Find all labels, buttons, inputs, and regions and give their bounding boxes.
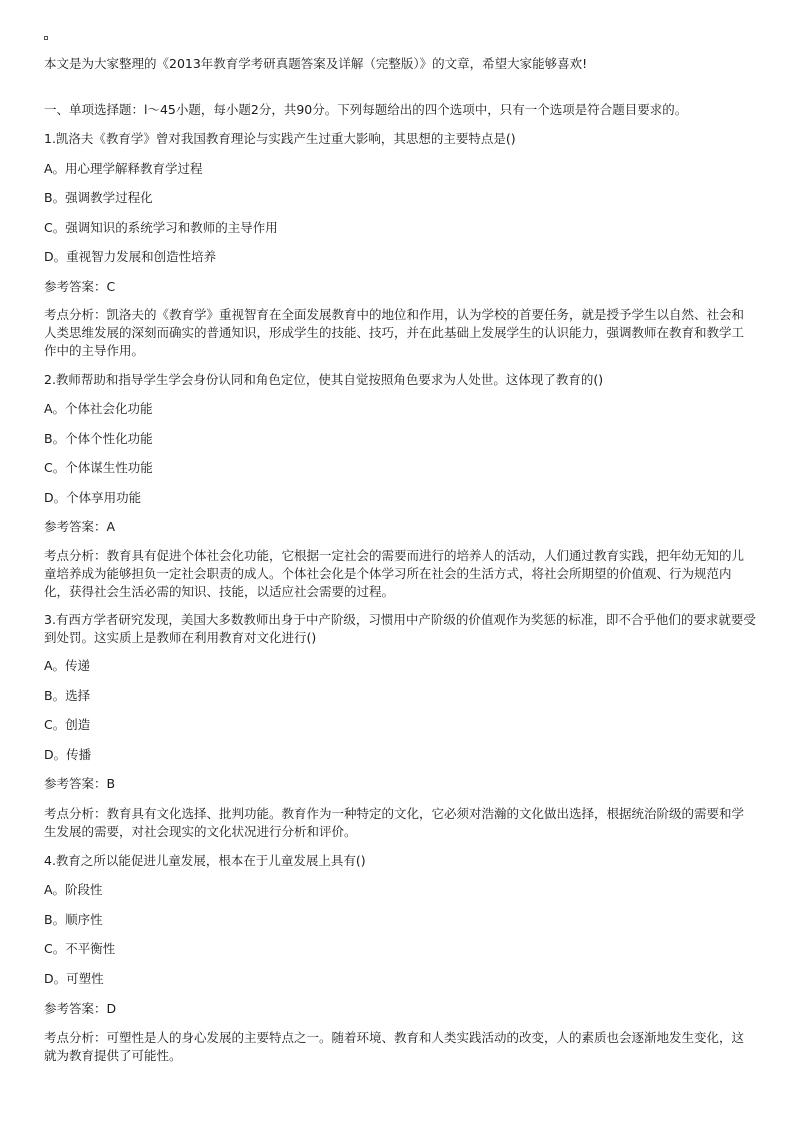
- answer: 参考答案：B: [44, 776, 116, 791]
- option: D。传播: [44, 747, 92, 762]
- question-stem: 3.有西方学者研究发现，美国大多数教师出身于中产阶级，习惯用中产阶级的价值观作为奖惩的标准，即不合乎他们的要求就要受到处罚。这实质上是教师在利用教育对文化进行(): [44, 612, 756, 645]
- option: C。个体谋生性功能: [44, 460, 153, 475]
- option: B。顺序性: [44, 912, 103, 927]
- analysis: 考点分析：教育具有促进个体社会化功能，它根据一定社会的需要而进行的培养人的活动，人们通过教育实践，把年幼无知的儿童培养成为能够担负一定社会职责的成人。个体社会化是个体学习所在社会的生活方式，将社会所期望的价值观、行为规范内化，获得社会生活必需的知识、技能，以适应社会需要的过程。: [44, 548, 745, 599]
- option: D。可塑性: [44, 971, 104, 986]
- option: B。个体个性化功能: [44, 431, 153, 446]
- option: B。选择: [44, 688, 91, 703]
- question-stem: 1.凯洛夫《教育学》曾对我国教育理论与实践产生过重大影响，其思想的主要特点是(): [44, 131, 516, 146]
- analysis: 考点分析：教育具有文化选择、批判功能。教育作为一种特定的文化，它必须对浩瀚的文化做出选择，根据统治阶级的需要和学生发展的需要，对社会现实的文化状况进行分析和评价。: [44, 806, 745, 839]
- option: C。不平衡性: [44, 941, 116, 956]
- option: B。强调教学过程化: [44, 190, 153, 205]
- option: A。个体社会化功能: [44, 401, 153, 416]
- option: A。传递: [44, 658, 91, 673]
- option: D。重视智力发展和创造性培养: [44, 249, 217, 264]
- option: C。强调知识的系统学习和教师的主导作用: [44, 220, 278, 235]
- bullet-marker: [44, 36, 48, 40]
- question-stem: 4.教育之所以能促进儿童发展，根本在于儿童发展上具有(): [44, 853, 366, 868]
- answer: 参考答案：A: [44, 519, 116, 534]
- answer: 参考答案：D: [44, 1001, 117, 1016]
- analysis: 考点分析：可塑性是人的身心发展的主要特点之一。随着环境、教育和人类实践活动的改变，人的素质也会逐渐地发生变化，这就为教育提供了可能性。: [44, 1030, 745, 1063]
- option: A。用心理学解释教育学过程: [44, 161, 203, 176]
- section-title: 一、单项选择题：l～45小题，每小题2分，共90分。下列每题给出的四个选项中，只有一个选项是符合题目要求的。: [44, 102, 688, 117]
- intro-text: 本文是为大家整理的《2013年教育学考研真题答案及详解（完整版）》的文章，希望大家能够喜欢!: [44, 56, 588, 71]
- analysis: 考点分析：凯洛夫的《教育学》重视智育在全面发展教育中的地位和作用，认为学校的首要任务，就是授予学生以自然、社会和人类思维发展的深刻而确实的普通知识，形成学生的技能、技巧，并在此基础上发展学生的认识能力，强调教师在教育和教学工作中的主导作用。: [44, 307, 745, 358]
- answer: 参考答案：C: [44, 279, 116, 294]
- option: C。创造: [44, 717, 91, 732]
- option: A。阶段性: [44, 882, 103, 897]
- option: D。个体享用功能: [44, 490, 142, 505]
- question-stem: 2.教师帮助和指导学生学会身份认同和角色定位，使其自觉按照角色要求为人处世。这体现了教育的(): [44, 372, 604, 387]
